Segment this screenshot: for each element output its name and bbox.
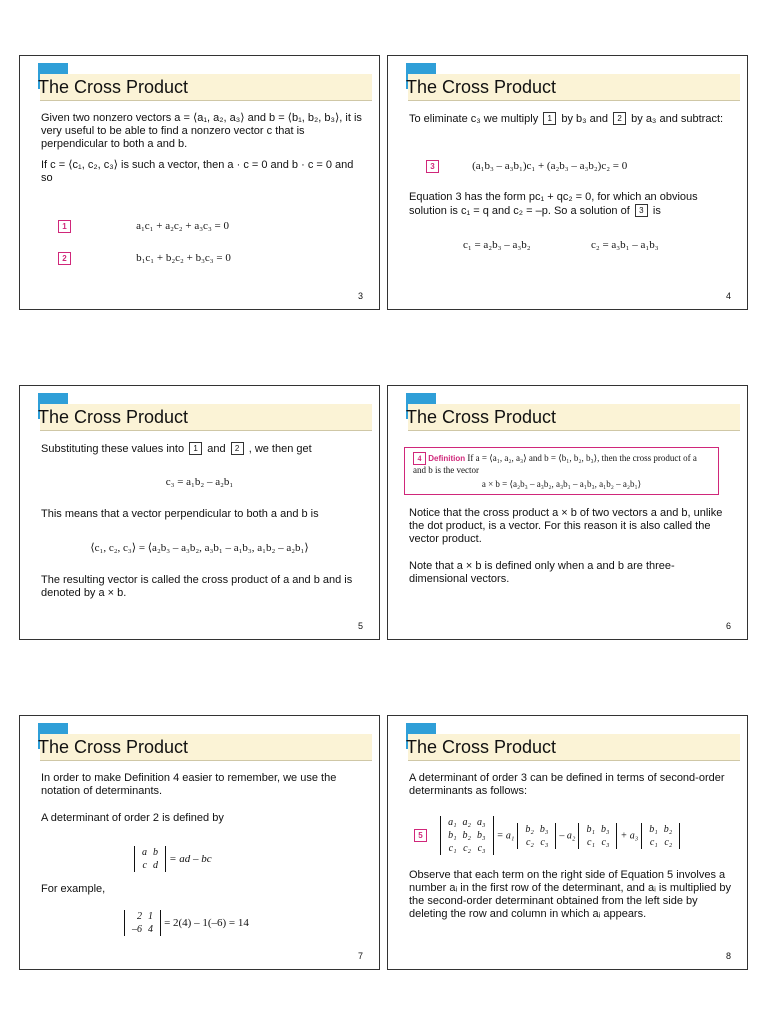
text: and — [207, 443, 226, 455]
equation-1 — [58, 220, 229, 233]
matrix-cell: d — [153, 860, 158, 871]
matrix-cell: a — [142, 847, 147, 858]
determinant-order-3 — [414, 816, 680, 855]
matrix-cell: –6 — [132, 924, 142, 935]
equation-ref: 1 — [543, 112, 556, 125]
determinant — [440, 816, 493, 855]
equation-text: c₃ = a₁b₂ – a₂b₁ — [165, 476, 234, 488]
text: Substituting these values into — [41, 443, 185, 455]
paragraph: This means that a vector perpendicular to both a and b is — [41, 508, 319, 520]
matrix-cell: 4 — [148, 924, 153, 935]
matrix-cell: b₁ — [586, 823, 595, 835]
determinant-example — [124, 910, 249, 936]
definition-equation: a × b = ⟨a₂b₃ – a₃b₂, a₃b₁ – a₁b₃, a₁b₂ – a₂b₁⟩ — [481, 479, 642, 489]
equation-2 — [58, 252, 231, 265]
page-number: 8 — [725, 951, 731, 961]
paragraph: Notice that the cross product a × b of two vectors a and b, unlike the dot product, is a vector. For this reason it is also called the vector product. — [409, 507, 723, 545]
paragraph — [409, 191, 733, 218]
text: Equation 3 has the form pc₁ + qc₂ = 0, for which an obvious solution is c₁ = q and c₂ = –p. So a solution of — [409, 191, 698, 217]
equation-text: = 2(4) – 1(–6) = 14 — [164, 916, 249, 929]
matrix-cell: b₁ — [448, 830, 457, 841]
paragraph: If c = ⟨c₁, c₂, c₃⟩ is such a vector, then a · c = 0 and b · c = 0 and so — [41, 159, 354, 184]
matrix-cell: 2 — [137, 911, 142, 922]
equation-tag: 1 — [58, 220, 71, 233]
matrix-cell: c₁ — [649, 836, 658, 848]
paragraph — [409, 112, 733, 126]
matrix-cell: a₃ — [477, 817, 486, 828]
slide-6 — [387, 385, 748, 640]
equation-ref: 2 — [613, 112, 626, 125]
equation-text: a₁c₁ + a₂c₂ + a₃c₃ = 0 — [136, 220, 229, 232]
slide-8 — [387, 715, 748, 970]
minor-determinant — [578, 823, 617, 849]
determinant — [124, 910, 161, 936]
matrix-cell: a₁ — [448, 817, 457, 828]
slide-title: The Cross Product — [38, 407, 189, 427]
matrix-cell: c — [142, 860, 147, 871]
matrix-cell: c₂ — [664, 836, 673, 848]
matrix-cell: a₂ — [462, 817, 472, 828]
matrix-cell: c₃ — [540, 836, 549, 848]
equation-ref: 2 — [231, 442, 244, 455]
solution-c1 — [463, 239, 531, 252]
paragraph: Note that a × b is defined only when a and b are three-dimensional vectors. — [409, 560, 675, 585]
solution-c2 — [591, 239, 659, 252]
equation-text: ⟨c₁, c₂, c₃⟩ = ⟨a₂b₃ – a₃b₂, a₃b₁ – a₁b₃, a₁b₂ – a₂b₁⟩ — [90, 542, 309, 554]
definition-label: Definition — [428, 454, 466, 463]
slide-3 — [19, 55, 380, 310]
equation-text: b₁c₁ + b₂c₂ + b₃c₃ = 0 — [136, 252, 231, 264]
equation-tag: 5 — [414, 829, 427, 842]
slide-title: The Cross Product — [38, 77, 189, 97]
page-number: 3 — [357, 291, 363, 301]
matrix-cell: c₃ — [477, 843, 486, 854]
text: by a₃ and subtract: — [631, 113, 724, 125]
slide-title: The Cross Product — [406, 407, 557, 427]
matrix-cell: c₃ — [601, 836, 610, 848]
page-number: 7 — [357, 951, 363, 961]
paragraph — [41, 442, 365, 456]
paragraph: In order to make Definition 4 easier to remember, we use the notation of determinants. — [41, 772, 337, 797]
matrix-cell: b₃ — [477, 830, 486, 841]
equation-text: c₂ = a₃b₁ – a₁b₃ — [591, 239, 659, 251]
equation-text: (a₁b₃ – a₃b₁)c₁ + (a₂b₃ – a₃b₂)c₂ = 0 — [472, 160, 628, 172]
slide-title: The Cross Product — [406, 77, 557, 97]
determinant — [134, 846, 166, 872]
text: To eliminate c₃ we multiply — [409, 113, 539, 125]
paragraph: A determinant of order 3 can be defined in terms of second-order determinants as follows: — [409, 772, 725, 797]
page-number: 6 — [725, 621, 731, 631]
definition-text: If a = ⟨a₁, a₂, a₃⟩ and b = ⟨b₁, b₂, b₃⟩, then the cross product of a and b is the vector — [413, 453, 697, 475]
matrix-cell: b₁ — [649, 823, 658, 835]
slide-4 — [387, 55, 748, 310]
page-number: 4 — [725, 291, 731, 301]
matrix-cell: c₂ — [463, 843, 472, 854]
minor-determinant — [641, 823, 680, 849]
minor-determinant — [517, 823, 556, 849]
slide-7 — [19, 715, 380, 970]
paragraph: A determinant of order 2 is defined by — [41, 812, 224, 824]
paragraph: The resulting vector is called the cross product of a and b and is denoted by a × b. — [41, 574, 353, 599]
matrix-cell: c₂ — [525, 836, 534, 848]
matrix-cell: c₁ — [587, 836, 595, 848]
determinant-order-2 — [134, 846, 212, 872]
equation-ref: 1 — [189, 442, 202, 455]
matrix-cell: b — [153, 847, 158, 858]
equation-c3 — [20, 476, 379, 489]
slide-title: The Cross Product — [406, 737, 557, 757]
equation-tag: 3 — [426, 160, 439, 173]
equation-3 — [426, 160, 627, 173]
text: by b₃ and — [561, 113, 609, 125]
equation-ref: 3 — [635, 204, 648, 217]
definition-box — [404, 447, 719, 495]
page-number: 5 — [357, 621, 363, 631]
equation-tag: 4 — [413, 452, 426, 465]
coefficient: = a₁ — [496, 830, 515, 842]
paragraph: For example, — [41, 883, 106, 895]
matrix-cell: b₃ — [539, 823, 549, 835]
coefficient: – a₂ — [559, 830, 576, 842]
equation-tag: 2 — [58, 252, 71, 265]
matrix-cell: b₂ — [663, 823, 673, 835]
equation-text: c₁ = a₂b₃ – a₃b₂ — [463, 239, 531, 251]
paragraph: Given two nonzero vectors a = ⟨a₁, a₂, a₃⟩ and b = ⟨b₁, b₂, b₃⟩, it is very useful to be able to find a nonzero vector c that is perpendicular to both a and b. — [41, 112, 362, 150]
coefficient: + a₃ — [620, 830, 639, 842]
equation-vector — [20, 542, 379, 555]
matrix-cell: b₃ — [600, 823, 610, 835]
matrix-cell: c₁ — [448, 843, 457, 854]
slide-5 — [19, 385, 380, 640]
matrix-cell: 1 — [148, 911, 153, 922]
matrix-cell: b₂ — [462, 830, 472, 841]
matrix-cell: b₂ — [525, 823, 534, 835]
text: is — [652, 205, 661, 217]
equation-text: = ad – bc — [169, 852, 212, 865]
text: , we then get — [248, 443, 312, 455]
paragraph: Observe that each term on the right side of Equation 5 involves a number aᵢ in the first row of the determinant, and aᵢ is multiplied by the second-order determinant obtained from the left side by deleting the row and column in which aᵢ appears. — [409, 869, 732, 920]
slide-title: The Cross Product — [38, 737, 189, 757]
